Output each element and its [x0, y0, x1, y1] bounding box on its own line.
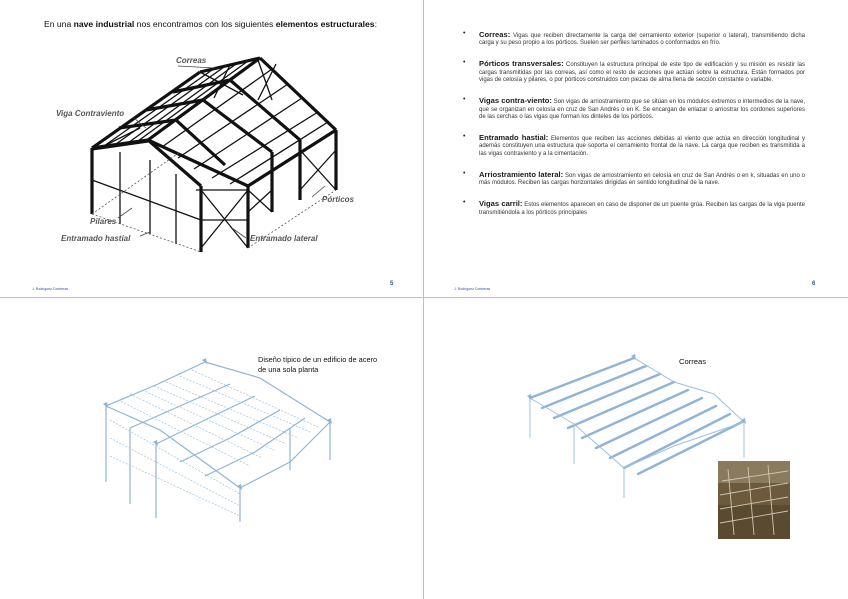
slide-5-title: En una nave industrial nos encontramos con los siguientes elementos estructurales: — [44, 19, 377, 29]
bullet-vigas-contraviento: • Vigas contra-viento: Son vigas de arriostramiento que se sitúan en los módulos extremos o intermedios de la nave, que se organizan en celosía en cruz de San Andrés o en K. Se encargan de enlazar o arriostrar los cordones superiores de las cerchas o las vigas que forman los dinteles de los pórticos. — [463, 97, 805, 121]
label-entramado-hastial: Entramado hastial — [61, 234, 131, 243]
slide-correas-caption: Correas — [679, 357, 707, 366]
slide-steel-building-caption: Diseño típico de un edificio de acero de una sola planta — [258, 355, 378, 374]
label-viga-contraviento: Viga Contraviento — [56, 109, 125, 118]
label-correas: Correas — [176, 56, 207, 65]
bullet-porticos: • Pórticos transversales: Constituyen la estructura principal de este tipo de edificación y su misión es resistir las cargas transmitidas por las correas, así como el resto de acciones que actúan sobre la estructura. Están formados por vigas de celosía y pilares, o por pórticos construidos con piezas de alma llena de sección constante o variable. — [463, 60, 805, 84]
label-entramado-lateral: Entramado lateral — [250, 234, 318, 243]
label-porticos: Pórticos — [322, 195, 355, 204]
slide-6-footer-author: J. Rodríguez Contreras — [454, 287, 491, 291]
structural-elements-list — [463, 31, 805, 230]
slide-6-page-number: 6 — [812, 281, 816, 287]
slide-5-page-number: 5 — [390, 281, 394, 287]
bullet-correas: • Correas: Vigas que reciben directamente la carga del cerramiento exterior (superior o lateral), transmitiendo dicha carga y su peso propio a los pórticos. Suelen ser perfiles laminados o conformados en frío. — [463, 31, 805, 48]
bullet-vigas-carril: • Vigas carril: Estos elementos aparecen en caso de disponer de un puente grúa. Reciben las cargas de la viga puente transmitiéndola a los pórticos principales — [463, 200, 805, 217]
bullet-entramado-hastial: • Entramado hastial: Elementos que reciben las acciones debidas al viento que actúa en dirección longitudinal y además constituyen una estructura que soporta el cerramiento frontal de la nave. La carga que reciben es transmitida a las vigas contraviento y a la cimentación. — [463, 134, 805, 158]
label-pilares: Pilares — [90, 217, 117, 226]
bullet-arriostramiento-lateral: • Arriostramiento lateral: Son vigas de arriostramiento en celosía en cruz de San Andrés o en k, situadas en uno o más módulos. Reciben las cargas horizontales dirigidas en sentido longitudinal de la nave. — [463, 171, 805, 188]
purlins-construction-photo — [718, 461, 790, 539]
steel-building-3d-drawing — [0, 298, 423, 599]
slide-5-footer-author: J. Rodríguez Contreras — [32, 287, 69, 291]
purlins-3d-drawing — [424, 298, 848, 599]
industrial-building-frame-drawing — [0, 0, 423, 297]
